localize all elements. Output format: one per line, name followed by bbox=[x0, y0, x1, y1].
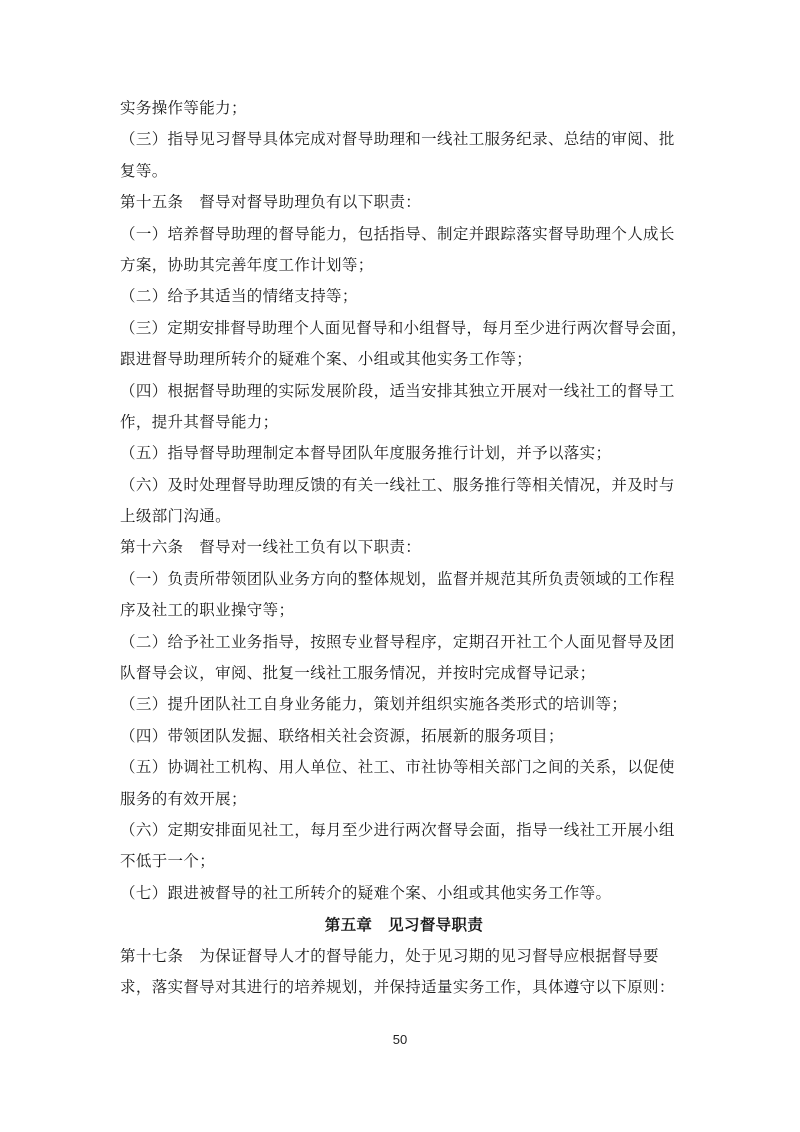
text-line: 上级部门沟通。 bbox=[120, 507, 231, 526]
text-line: 实务操作等能力； bbox=[120, 99, 247, 117]
text-line: 序及社工的职业操守等； bbox=[120, 601, 295, 620]
text-line: （六）定期安排面见社工，每月至少进行两次督导会面，指导一线社工开展小组 bbox=[120, 820, 675, 839]
text-line: （七）跟进被督导的社工所转介的疑难个案、小组或其他实务工作等。 bbox=[120, 883, 612, 902]
text-line: 求，落实督导对其进行的培养规划，并保持适量实务工作，具体遵守以下原则： bbox=[120, 977, 675, 996]
text-line: （三）提升团队社工自身业务能力，策划并组织实施各类形式的培训等； bbox=[120, 695, 628, 714]
article-heading: 第十五条 督导对督导助理负有以下职责： bbox=[120, 193, 422, 212]
text-line: （五）指导督导助理制定本督导团队年度服务推行计划，并予以落实； bbox=[120, 444, 612, 463]
text-line: （四）根据督导助理的实际发展阶段，适当安排其独立开展对一线社工的督导工 bbox=[120, 381, 675, 400]
text-line: （三）指导见习督导具体完成对督导助理和一线社工服务纪录、总结的审阅、批 bbox=[120, 130, 675, 149]
chapter-heading: 第五章 见习督导职责 bbox=[324, 915, 484, 935]
text-line: （三）定期安排督导助理个人面见督导和小组督导，每月至少进行两次督导会面， bbox=[120, 318, 688, 337]
text-line: （四）带领团队发掘、联络相关社会资源，拓展新的服务项目； bbox=[120, 726, 564, 745]
text-line: 复等。 bbox=[120, 161, 168, 180]
text-line: 方案，协助其完善年度工作计划等； bbox=[120, 255, 374, 274]
page-number: 50 bbox=[392, 1032, 408, 1047]
text-line: 服务的有效开展； bbox=[120, 789, 247, 808]
text-line: 队督导会议，审阅、批复一线社工服务情况，并按时完成督导记录； bbox=[120, 664, 596, 683]
text-line: （二）给予社工业务指导，按照专业督导程序，定期召开社工个人面见督导及团 bbox=[120, 632, 675, 651]
text-line: 作，提升其督导能力； bbox=[120, 412, 279, 431]
text-line: 跟进督导助理所转介的疑难个案、小组或其他实务工作等； bbox=[120, 350, 533, 369]
text-line: （六）及时处理督导助理反馈的有关一线社工、服务推行等相关情况，并及时与 bbox=[120, 475, 675, 494]
text-line: （一）培养督导助理的督导能力，包括指导、制定并跟踪落实督导助理个人成长 bbox=[120, 224, 675, 243]
text-line: （五）协调社工机构、用人单位、社工、市社协等相关部门之间的关系，以促使 bbox=[120, 758, 675, 777]
article-heading: 第十六条 督导对一线社工负有以下职责： bbox=[120, 538, 422, 557]
text-line: （二）给予其适当的情绪支持等； bbox=[120, 287, 358, 306]
text-line: （一）负责所带领团队业务方向的整体规划，监督并规范其所负责领域的工作程 bbox=[120, 569, 675, 588]
document-body bbox=[120, 93, 688, 1003]
text-line: 不低于一个； bbox=[120, 852, 216, 871]
article-heading: 第十七条 为保证督导人才的督导能力，处于见习期的见习督导应根据督导要 bbox=[120, 946, 659, 965]
